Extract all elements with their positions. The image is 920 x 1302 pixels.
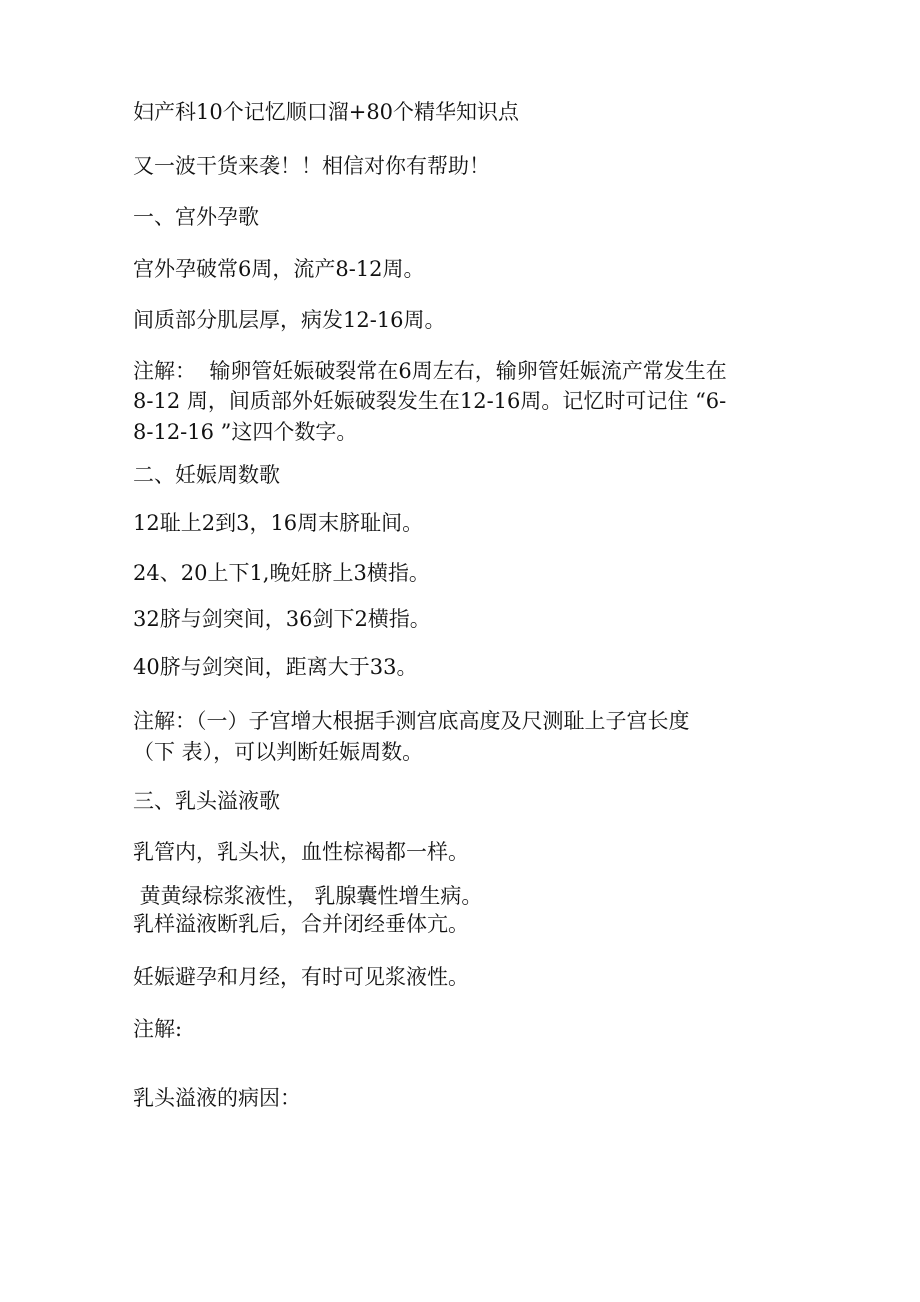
note-line: 8-12 周，间质部外妊娠破裂发生在12-16周。记忆时可记住 “6- — [133, 389, 727, 413]
verse-line: 妊娠避孕和月经，有时可见浆液性。 — [133, 965, 469, 989]
note-line: 注解：（一）子宫增大根据手测宫底高度及尺测耻上子宫长度 — [133, 709, 690, 733]
section-heading-nipple-discharge: 三、乳头溢液歌 — [133, 789, 280, 813]
document-title: 妇产科10个记忆顺口溜+80个精华知识点 — [133, 100, 520, 124]
section-heading-ectopic: 一、宫外孕歌 — [133, 205, 259, 229]
verse-line: 24、20上下1,晚妊脐上3横指。 — [133, 561, 430, 585]
cause-label: 乳头溢液的病因： — [133, 1086, 301, 1110]
verse-line: 宫外孕破常6周，流产8-12周。 — [133, 257, 425, 281]
verse-line: 间质部分肌层厚，病发12-16周。 — [133, 308, 446, 332]
note-label: 注解: — [133, 1017, 183, 1041]
note-line: 8-12-16 ”这四个数字。 — [133, 420, 358, 444]
verse-line: 黄黄绿棕浆液性， 乳腺囊性增生病。 — [133, 884, 483, 908]
note-line: （下 表），可以判断妊娠周数。 — [133, 740, 424, 764]
verse-line: 乳管内，乳头状，血性棕褐都一样。 — [133, 840, 469, 864]
verse-line: 40脐与剑突间，距离大于33。 — [133, 655, 418, 679]
note-line: 注解： 输卵管妊娠破裂常在6周左右，输卵管妊娠流产常发生在 — [133, 359, 727, 383]
section-heading-pregnancy-weeks: 二、妊娠周数歌 — [133, 463, 280, 487]
verse-line: 12耻上2到3，16周末脐耻间。 — [133, 511, 424, 535]
verse-line: 乳样溢液断乳后，合并闭经垂体亢。 — [133, 912, 469, 936]
verse-line: 32脐与剑突间，36剑下2横指。 — [133, 607, 431, 631]
intro-line: 又一波干货来袭！！相信对你有帮助！ — [133, 154, 490, 178]
